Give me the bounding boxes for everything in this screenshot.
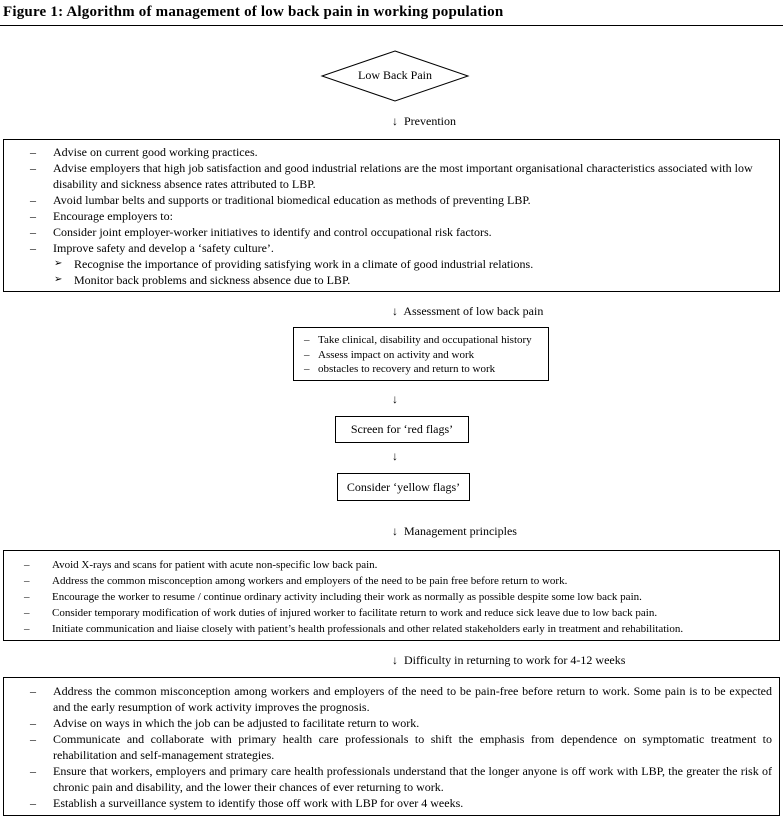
bullet-dash: – — [304, 334, 310, 346]
sub-list-item — [4, 272, 779, 288]
bullet-dash: – — [24, 591, 30, 603]
bullet-dash: – — [24, 623, 30, 635]
list-item — [4, 144, 779, 160]
list-item — [294, 348, 548, 363]
list-item — [294, 333, 548, 348]
list-item — [4, 192, 779, 208]
red-flags-box — [335, 416, 469, 443]
bullet-dash: – — [304, 363, 310, 375]
arrow-bullet-icon: ➢ — [54, 274, 63, 285]
bullet-dash: – — [30, 684, 36, 698]
list-item-text: Initiate communication and liaise closely with patient’s health professionals and other related stakeholders early in treatment and rehabilitation. — [52, 623, 684, 635]
down-arrow-icon: ↓ — [392, 114, 398, 128]
list-item-text: Advise on ways in which the job can be adjusted to facilitate return to work. — [53, 716, 420, 730]
bullet-dash: – — [30, 732, 36, 746]
down-arrow-icon: ↓ — [392, 304, 398, 318]
step-difficulty-label: Difficulty in returning to work for 4-12 weeks — [404, 653, 626, 667]
list-item-text: Encourage employers to: — [53, 209, 173, 223]
bullet-dash: – — [30, 716, 36, 730]
list-item-text: Improve safety and develop a ‘safety culture’. — [53, 241, 274, 255]
list-item — [4, 731, 779, 763]
step-prevention-label: Prevention — [404, 114, 456, 128]
bullet-dash: – — [30, 241, 36, 255]
bullet-dash: – — [30, 161, 36, 175]
list-item — [4, 224, 779, 240]
sub-list-item-text: Recognise the importance of providing satisfying work in a climate of good industrial relations. — [74, 257, 534, 271]
assessment-box — [293, 327, 549, 381]
down-arrow-icon: ↓ — [392, 524, 398, 538]
bullet-dash: – — [30, 225, 36, 239]
sub-list-item-text: Monitor back problems and sickness absence due to LBP. — [74, 273, 351, 287]
list-item-text: Assess impact on activity and work — [318, 348, 475, 361]
list-item-text: Advise employers that high job satisfaction and good industrial relations are the most important organisational characteristics associated with low disability and sickness absence rates attributed to LBP. — [53, 161, 753, 191]
bullet-dash: – — [30, 796, 36, 810]
difficulty-box — [3, 677, 780, 816]
difficulty-list — [4, 678, 779, 811]
list-item — [294, 362, 548, 377]
list-item — [4, 763, 779, 795]
yellow-flags-box — [337, 473, 470, 501]
list-item — [4, 683, 779, 715]
management-box — [3, 550, 780, 641]
list-item-text: Encourage the worker to resume / continue ordinary activity including their work as normally as possible despite some low back pain. — [52, 591, 642, 603]
assessment-list — [294, 328, 548, 377]
list-item — [4, 795, 779, 811]
bullet-dash: – — [30, 193, 36, 207]
prevention-box — [3, 139, 780, 292]
step-management — [392, 524, 517, 539]
list-item-text: Consider joint employer-worker initiatives to identify and control occupational risk factors. — [53, 225, 492, 239]
list-item-text: Take clinical, disability and occupational history — [318, 334, 532, 346]
list-item-text: Avoid X-rays and scans for patient with acute non-specific low back pain. — [52, 559, 378, 571]
list-item-text: Address the common misconception among workers and employers of the need to be pain free before return to work. — [52, 575, 568, 587]
list-item-text: Consider temporary modification of work duties of injured worker to facilitate return to work and reduce sick leave due to low back pain. — [52, 607, 658, 619]
list-item-text: Establish a surveillance system to identify those off work with LBP for over 4 weeks. — [53, 796, 464, 810]
start-node-label: Low Back Pain — [358, 68, 432, 82]
list-item — [4, 240, 779, 256]
list-item — [4, 208, 779, 224]
list-item — [4, 715, 779, 731]
bullet-dash: – — [24, 559, 30, 571]
list-item-text: Communicate and collaborate with primary health care professionals to shift the emphasis from dependence on symptomatic treatment to rehabilitation and self-management strategies. — [53, 732, 772, 762]
prevention-list — [4, 140, 779, 288]
list-item-text: Advise on current good working practices. — [53, 145, 258, 159]
list-item — [4, 605, 779, 621]
bullet-dash: – — [304, 348, 310, 361]
down-arrow-icon: ↓ — [392, 653, 398, 667]
arrow-bullet-icon: ➢ — [54, 258, 63, 269]
bullet-dash: – — [30, 209, 36, 223]
red-flags-label: Screen for ‘red flags’ — [350, 422, 454, 436]
step-management-label: Management principles — [404, 524, 517, 538]
bullet-dash: – — [24, 607, 30, 619]
list-item — [4, 160, 779, 192]
list-item — [4, 557, 779, 573]
step-assessment — [392, 304, 543, 319]
step-prevention — [392, 114, 456, 129]
bullet-dash: – — [24, 575, 30, 587]
list-item-text: Avoid lumbar belts and supports or traditional biomedical education as methods of preventing LBP. — [53, 193, 531, 207]
list-item-text: Ensure that workers, employers and primary care health professionals understand that the longer anyone is off work with LBP, the greater the risk of chronic pain and disability, and the lower their chances of ever returning to work. — [53, 764, 772, 794]
step-assessment-label: Assessment of low back pain — [403, 304, 544, 318]
bullet-dash: – — [30, 764, 36, 778]
list-item — [4, 621, 779, 637]
step-difficulty — [392, 653, 625, 668]
title-rule — [0, 25, 783, 26]
management-list — [4, 551, 779, 637]
bullet-dash: – — [30, 145, 36, 159]
figure-title: Figure 1: Algorithm of management of low back pain in working population — [3, 4, 504, 20]
sub-list-item — [4, 256, 779, 272]
list-item — [4, 573, 779, 589]
down-arrow-icon: ↓ — [392, 392, 398, 406]
list-item-text: obstacles to recovery and return to work — [318, 363, 496, 375]
down-arrow-icon: ↓ — [392, 449, 398, 463]
list-item — [4, 589, 779, 605]
yellow-flags-label: Consider ‘yellow flags’ — [346, 480, 461, 494]
list-item-text: Address the common misconception among workers and employers of the need to be pain-free before return to work. Some pain is to be expected and the early resumption of work activity improves the prognosis. — [53, 684, 772, 714]
